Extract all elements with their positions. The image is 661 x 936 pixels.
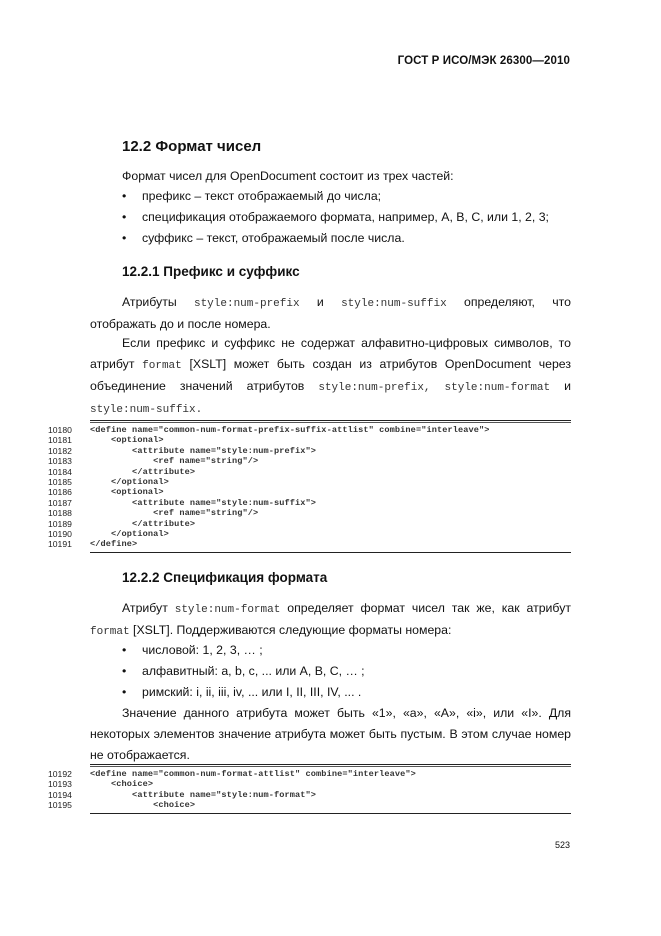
text: и (564, 379, 571, 393)
page-number: 523 (554, 840, 570, 850)
code-text: <ref name="string"/> (90, 456, 259, 467)
text: определяют, что (463, 295, 571, 309)
code-inline: style:num-suffix (341, 298, 447, 310)
line-number: 10185 (48, 476, 72, 487)
code-inline: style:num-suffix. (90, 404, 203, 416)
text: Атрибут (122, 601, 168, 615)
code-line (48, 467, 571, 477)
line-number: 10192 (48, 769, 72, 779)
code-text: </attribute> (90, 518, 196, 529)
code-line (48, 769, 571, 779)
code-text: <optional> (90, 435, 164, 446)
line-number: 10189 (48, 518, 72, 529)
code-inline: style:num-format (444, 382, 551, 394)
code-line (48, 477, 571, 487)
code-line (48, 779, 571, 789)
code-text: </define> (90, 539, 138, 550)
list-item: • префикс – текст отображаемый до числа; (122, 186, 549, 207)
list-item: • числовой: 1, 2, 3, … ; (122, 640, 365, 661)
paragraph-line: не отображается. (90, 748, 190, 762)
code-listing-2 (48, 764, 571, 814)
section-intro: Формат чисел для OpenDocument состоит из трех частей: (122, 169, 454, 183)
text: определяет формат чисел так же, как атрибут (287, 601, 571, 615)
line-number: 10188 (48, 508, 72, 519)
code-text: </optional> (90, 476, 169, 487)
paragraph-line (122, 292, 571, 314)
code-text: <attribute name="style:num-suffix"> (90, 497, 317, 508)
format-bullet-list (122, 640, 365, 703)
line-number: 10194 (48, 789, 72, 800)
line-number: 10182 (48, 445, 72, 456)
line-number: 10191 (48, 539, 72, 550)
code-text: <choice> (90, 800, 196, 811)
code-line (48, 425, 571, 435)
code-line (48, 539, 571, 549)
paragraph-line: отображать до и после номера. (90, 317, 271, 331)
paragraph-line: Значение данного атрибута может быть «1», «a», «A», «i», или «I». Для (122, 706, 571, 720)
paragraph-line (90, 620, 571, 642)
divider (90, 552, 571, 553)
code-text: <define name="common-num-format-prefix-suffix-attlist" combine="interleave"> (90, 425, 490, 435)
paragraph-line: Если префикс и суффикс не содержат алфавитно-цифровых символов, то (122, 336, 571, 350)
list-item: • спецификация отображаемого формата, например, А, В, С, или 1, 2, 3; (122, 207, 549, 228)
line-number: 10183 (48, 456, 72, 467)
line-number: 10184 (48, 466, 72, 477)
code-line (48, 498, 571, 508)
code-text: <choice> (90, 779, 154, 790)
code-inline: style:num-prefix (193, 298, 300, 310)
line-number: 10195 (48, 800, 72, 811)
code-text: <optional> (90, 487, 164, 498)
subsection-title-prefix-suffix: 12.2.1 Префикс и суффикс (122, 264, 300, 279)
line-number: 10187 (48, 497, 72, 508)
line-number: 10180 (48, 425, 72, 435)
text: объединение значений атрибутов (90, 379, 305, 393)
list-item: • алфавитный: a, b, c, ... или A, B, C, … ; (122, 661, 365, 682)
code-text: </optional> (90, 528, 169, 539)
paragraph-line: некоторых элементов значение атрибута может быть пустым. В этом случае номер (90, 727, 571, 741)
code-line (48, 487, 571, 497)
subsection-title-format-spec: 12.2.2 Спецификация формата (122, 570, 328, 585)
code-line (48, 456, 571, 466)
text: Атрибуты (122, 295, 177, 309)
document-header: ГОСТ Р ИСО/МЭК 26300—2010 (397, 55, 570, 67)
text: атрибут (90, 357, 135, 371)
code-inline: format (142, 360, 182, 372)
code-line (48, 446, 571, 456)
code-listing-1 (48, 420, 571, 553)
code-line (48, 529, 571, 539)
list-item: • суффикс – текст, отображаемый после числа. (122, 228, 549, 249)
divider (90, 813, 571, 814)
text: и (316, 295, 324, 309)
code-inline: style:num-prefix, (318, 382, 431, 394)
line-number: 10186 (48, 487, 72, 498)
section-bullet-list (122, 186, 549, 249)
paragraph-line (90, 354, 571, 376)
code-text: <ref name="string"/> (90, 508, 259, 519)
code-line (48, 519, 571, 529)
code-text: <attribute name="style:num-format"> (90, 789, 317, 800)
line-number: 10193 (48, 779, 72, 790)
paragraph-line (122, 598, 571, 620)
paragraph-line (90, 398, 571, 420)
code-inline: format (90, 626, 130, 638)
code-text: <attribute name="style:num-prefix"> (90, 445, 317, 456)
code-line (48, 508, 571, 518)
code-line (48, 435, 571, 445)
section-title: 12.2 Формат чисел (122, 138, 262, 155)
text: [XSLT]. Поддерживаются следующие форматы номера: (133, 623, 452, 637)
line-number: 10181 (48, 435, 72, 446)
code-line (48, 790, 571, 800)
code-inline: style:num-format (174, 604, 281, 616)
text: [XSLT] может быть создан из атрибутов OpenDocument через (189, 357, 572, 371)
paragraph-line (90, 376, 571, 398)
code-line (48, 800, 571, 810)
code-text: <define name="common-num-format-attlist" combine="interleave"> (90, 769, 416, 779)
line-number: 10190 (48, 528, 72, 539)
code-text: </attribute> (90, 466, 196, 477)
list-item: • римский: i, ii, iii, iv, ... или I, II, III, IV, ... . (122, 682, 365, 703)
